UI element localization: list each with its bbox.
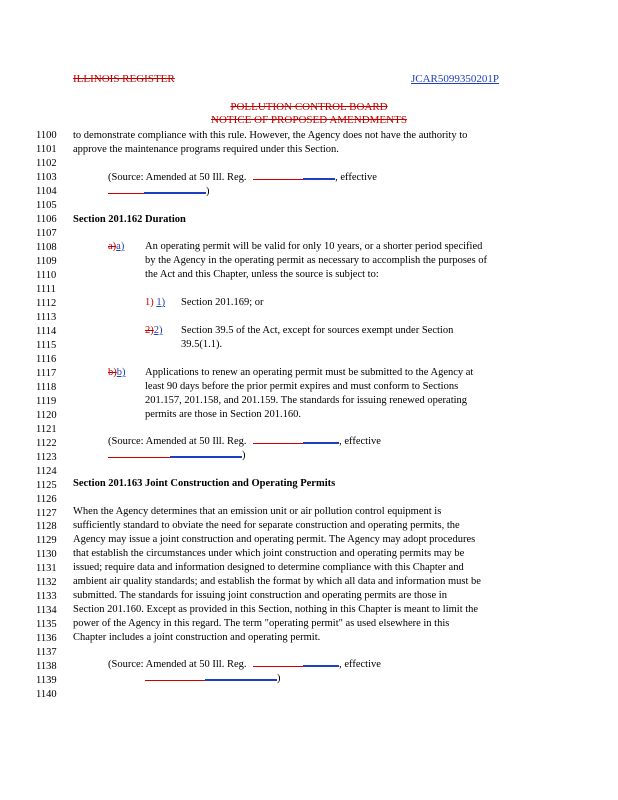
- line-number: 1121: [36, 423, 57, 435]
- subsection-b-line-3: 201.157, 201.158, and 201.159. The standards for issuing renewed operating: [145, 395, 468, 406]
- line-number: 1103: [36, 171, 57, 183]
- deleted-label: a): [108, 241, 117, 252]
- paragraph-line-1132: ambient air quality standards; and establish the format by which all data and information must be: [73, 576, 481, 587]
- paragraph-line-1129: Agency may issue a joint construction and operating permit. The Agency may adopt procedures: [73, 534, 476, 545]
- source-close: ): [277, 673, 281, 684]
- item-1-text: Section 201.169; or: [181, 297, 264, 308]
- source-close: ): [242, 450, 246, 461]
- line-number: 1119: [36, 395, 57, 407]
- line-number: 1115: [36, 339, 57, 351]
- source-prefix: (Source: Amended at 50 Ill. Reg.: [108, 172, 247, 183]
- inserted-label: 1): [156, 297, 166, 308]
- line-number: 1130: [36, 549, 57, 561]
- line-number: 1120: [36, 409, 57, 421]
- line-number: 1104: [36, 185, 57, 197]
- paragraph-line-1133: submitted. The standards for issuing joint construction and operating permits are those in: [73, 590, 447, 601]
- deleted-blank: [253, 179, 303, 180]
- paragraph-line-1135: power of the Agency in this regard. The term "operating permit" as used elsewhere in this: [73, 618, 450, 629]
- source-note-3-cont: [145, 672, 281, 685]
- subsection-b-line-1: Applications to renew an operating permit must be submitted to the Agency at: [145, 367, 474, 378]
- subsection-b-label: [108, 366, 126, 379]
- line-number: 1108: [36, 241, 57, 253]
- line-number: 1135: [36, 619, 57, 631]
- section-heading-201-162: Section 201.162 Duration: [73, 214, 186, 225]
- source-note-2: [108, 435, 381, 448]
- line-number: 1139: [36, 675, 57, 687]
- line-number: 1138: [36, 661, 57, 673]
- paragraph-line-1134: Section 201.160. Except as provided in this Section, nothing in this Chapter is meant to limit the: [73, 604, 479, 615]
- notice-title: NOTICE OF PROPOSED AMENDMENTS: [211, 114, 407, 126]
- line-number: 1102: [36, 158, 57, 169]
- line-number: 1125: [36, 479, 57, 491]
- line-number: 1128: [36, 521, 57, 533]
- line-number: 1132: [36, 577, 57, 589]
- jcar-code: JCAR5099350201P: [411, 73, 500, 85]
- subsection-a-line-3: the Act and this Chapter, unless the source is subject to:: [145, 269, 379, 280]
- line-number: 1112: [36, 297, 57, 309]
- source-note-1-cont: [108, 185, 210, 198]
- line-number: 1117: [36, 367, 57, 379]
- paragraph-line-1127: When the Agency determines that an emission unit or air pollution control equipment is: [73, 506, 442, 517]
- item-1-label: [145, 296, 165, 309]
- inserted-blank: [303, 178, 335, 180]
- line-number: 1105: [36, 199, 57, 211]
- board-title: POLLUTION CONTROL BOARD: [230, 101, 388, 113]
- source-note-2-cont: [108, 449, 246, 462]
- inserted-blank: [170, 456, 242, 458]
- inserted-blank: [144, 192, 206, 194]
- deleted-label: b): [108, 367, 117, 378]
- line-number: 1133: [36, 591, 57, 603]
- source-effective: , effective: [339, 659, 381, 670]
- source-note-3: [108, 658, 381, 671]
- source-note-1: [108, 171, 377, 184]
- item-2-line-2: 39.5(1.1).: [181, 339, 223, 350]
- subsection-b-line-4: permits are those in Section 201.160.: [145, 409, 302, 420]
- paragraph-line-1128: sufficiently standard to obviate the need for separate construction and operating permits, the: [73, 520, 460, 531]
- subsection-a-label: [108, 240, 124, 253]
- line-number: 1126: [36, 493, 57, 505]
- line-number: 1122: [36, 437, 57, 449]
- deleted-blank: [145, 680, 205, 681]
- line-number: 1118: [36, 381, 57, 393]
- source-prefix: (Source: Amended at 50 Ill. Reg.: [108, 436, 247, 447]
- deleted-blank: [253, 443, 303, 444]
- deleted-label: 1): [145, 297, 154, 308]
- source-prefix: (Source: Amended at 50 Ill. Reg.: [108, 659, 247, 670]
- inserted-label: b): [116, 367, 126, 378]
- inserted-label: a): [116, 241, 125, 252]
- source-effective: , effective: [335, 172, 377, 183]
- source-close: ): [206, 186, 210, 197]
- text-line-1101: approve the maintenance programs required under this Section.: [73, 144, 339, 155]
- deleted-blank: [108, 193, 144, 194]
- paragraph-line-1130: that establish the circumstances under which joint construction and operating permits may be: [73, 548, 465, 559]
- deleted-label: 2): [145, 325, 154, 336]
- text-line-1100: to demonstrate compliance with this rule. However, the Agency does not have the authority to: [73, 130, 468, 141]
- line-number: 1109: [36, 255, 57, 267]
- register-title: ILLINOIS REGISTER: [73, 73, 175, 85]
- subsection-a-line-1: An operating permit will be valid for only 10 years, or a shorter period specified: [145, 241, 483, 252]
- paragraph-line-1136: Chapter includes a joint construction and operating permit.: [73, 632, 321, 643]
- source-effective: , effective: [339, 436, 381, 447]
- line-number: 1131: [36, 563, 57, 575]
- line-number: 1116: [36, 353, 57, 365]
- inserted-blank: [303, 665, 339, 667]
- line-number: 1106: [36, 213, 57, 225]
- line-number: 1140: [36, 689, 57, 701]
- line-number: 1101: [36, 144, 57, 155]
- subsection-b-line-2: least 90 days before the prior permit expires and must conform to Sections: [145, 381, 459, 392]
- paragraph-line-1131: issued; require data and information designed to determine compliance with this Chapter and: [73, 562, 464, 573]
- item-2-label: [145, 324, 163, 337]
- subsection-a-line-2: by the Agency in the operating permit as necessary to accomplish the purposes of: [145, 255, 488, 266]
- line-number: 1114: [36, 325, 57, 337]
- deleted-blank: [108, 457, 170, 458]
- line-number: 1124: [36, 465, 57, 477]
- line-number: 1100: [36, 130, 57, 141]
- line-number: 1113: [36, 311, 57, 323]
- line-number: 1123: [36, 451, 57, 463]
- section-heading-201-163: Section 201.163 Joint Construction and Operating Permits: [73, 478, 336, 489]
- inserted-blank: [303, 442, 339, 444]
- inserted-label: 2): [153, 325, 163, 336]
- line-number: 1111: [36, 283, 56, 295]
- item-2-line-1: Section 39.5 of the Act, except for sources exempt under Section: [181, 325, 454, 336]
- line-number: 1137: [36, 647, 57, 659]
- line-number: 1134: [36, 605, 57, 617]
- line-number: 1129: [36, 535, 57, 547]
- inserted-blank: [205, 679, 277, 681]
- line-number: 1110: [36, 269, 57, 281]
- deleted-blank: [253, 666, 303, 667]
- line-number: 1136: [36, 633, 57, 645]
- line-number: 1127: [36, 507, 57, 519]
- line-number: 1107: [36, 227, 57, 239]
